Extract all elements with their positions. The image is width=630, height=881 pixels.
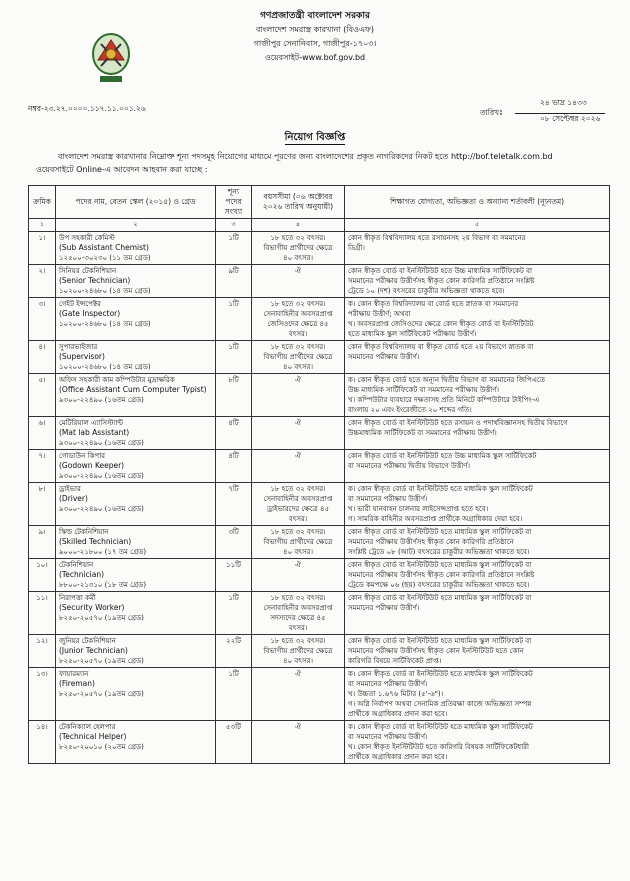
post-name-bangla: সিনিয়র টেকনিশিয়ান xyxy=(59,267,117,275)
pay-scale: ৯৩০০-২২৪৯০ (১৬তম গ্রেড) xyxy=(59,472,144,480)
qualification-line: সমমানের পরীক্ষায় উত্তীর্ণ। xyxy=(348,604,420,612)
age-line: সেনাবাহিনীর অবসরপ্রাপ্ত xyxy=(263,310,333,318)
qualification-line: কোন স্বীকৃত বিশ্ববিদ্যালয় বা স্বীকৃত বোর্ড হতে ২য় বিভাগে স্নাতক বা xyxy=(348,343,534,351)
row-post xyxy=(56,298,216,341)
age-line: ৪০ বৎসর। xyxy=(283,363,313,371)
date-bangla: ২৪ ভাদ্র ১৪৩৩ xyxy=(540,98,587,107)
row-qualification xyxy=(345,232,610,265)
age-line: ঐ xyxy=(295,561,301,569)
row-qualification xyxy=(345,526,610,559)
age-line: বৎসর। xyxy=(288,515,308,523)
org-name: বাংলাদেশ সমরাস্ত্র কারখানা (বিওএফ) xyxy=(255,25,375,34)
page-title xyxy=(0,130,630,147)
qualification-line: ক। কোন স্বীকৃত বোর্ড বা ইনস্টিটিউট হতে মাধ্যমিক স্কুল সার্টিফিকেট xyxy=(348,670,533,678)
pay-scale: ১২৫০০-৩০২৩০ (১১ তম গ্রেড) xyxy=(59,254,151,262)
row-post xyxy=(56,526,216,559)
row-vacancy: ১টি xyxy=(216,298,252,341)
qualification-line: গ। সামরিক বাহিনীর অবসরপ্রাপ্ত প্রার্থীকে অগ্রাধিকার দেয়া হবে। xyxy=(348,515,523,523)
pay-scale: ৮২৫০-২০৫৭০ (১৯তম গ্রেড) xyxy=(59,690,144,698)
age-line: ঐ xyxy=(295,723,301,731)
table-row xyxy=(29,635,610,668)
age-line: ১৮ হতে ৩২ বৎসর। xyxy=(270,594,326,602)
age-line: ঐ xyxy=(295,376,301,384)
table-row xyxy=(29,341,610,374)
row-serial: ১৪। xyxy=(29,721,56,764)
date-english: ০৮ সেপ্টেম্বর ২০২৬ xyxy=(540,114,601,123)
pay-scale: ১০২০০-২৪৬৮০ (১৪ তম গ্রেড) xyxy=(59,320,151,328)
qualification-line: উচ্চমাধ্যমিক সার্টিফিকেট বা সমমানের পরীক্ষায় উত্তীর্ণ। xyxy=(348,429,497,437)
age-line: সদস্যদের ক্ষেত্রে ৪৫ xyxy=(270,614,326,622)
table-header-row xyxy=(29,186,610,219)
row-post xyxy=(56,559,216,592)
qualification-line: কোন স্বীকৃত বোর্ড বা ইনস্টিটিউট হতে রসায়ন ও পদার্থবিজ্ঞানসহ দ্বিতীয় বিভাগে xyxy=(348,419,568,427)
org-address: গাজীপুর সেনানিবাস, গাজীপুর-১৭০৩। xyxy=(253,39,377,48)
row-vacancy: ১টি xyxy=(216,341,252,374)
qualification-line: কোন স্বীকৃত বোর্ড বা ইনস্টিটিউট হতে মাধ্যমিক স্কুল সার্টিফিকেট বা xyxy=(348,528,532,536)
column-index-row xyxy=(29,219,610,232)
row-qualification xyxy=(345,450,610,483)
row-post xyxy=(56,668,216,721)
row-post xyxy=(56,265,216,298)
age-line: ৪০ বৎসর। xyxy=(283,254,313,262)
row-vacancy: ৮টি xyxy=(216,374,252,417)
row-post xyxy=(56,232,216,265)
qualification-line: কোন স্বীকৃত বিশ্ববিদ্যালয় হতে রসায়নসহ ২য় বিভাগ বা সমমানের xyxy=(348,234,526,242)
memo-number: নম্বর-২৩.২৭.০০০০.১১৭.১১.০০১.২৬ xyxy=(28,104,146,113)
post-name-bangla: অফিস সহকারী কাম কম্পিউটার মুদ্রাক্ষরিক xyxy=(59,376,175,384)
column-index: ৫ xyxy=(345,219,610,232)
qualification-line: সমমানের পরীক্ষায় উত্তীর্ণ। xyxy=(348,353,420,361)
qualification-line: সমমানের পরীক্ষায় উত্তীর্ণসহ স্বীকৃত কোন ইনস্টিটিউট হতে কোন xyxy=(348,647,524,655)
post-name-english: (Office Assistant Cum Computer Typist) xyxy=(59,385,207,394)
row-age-limit xyxy=(252,341,345,374)
qualification-line: সমমানের পরীক্ষায় উত্তীর্ণসহ স্বীকৃত কোন কারিগরি প্রতিষ্ঠানে সংশ্লিষ্ট xyxy=(348,571,535,579)
age-line: বিভাগীয় প্রার্থীদের ক্ষেত্রে xyxy=(263,538,333,546)
row-vacancy: ৯টি xyxy=(216,265,252,298)
age-line: ১৮ হতে ৩২ বৎসর। xyxy=(270,234,326,242)
post-name-english: (Supervisor) xyxy=(59,352,105,361)
post-name-english: (Technician) xyxy=(59,570,105,579)
qualification-line: গ। অগ্নি নির্বাপণ অথবা সেনামিক প্রতিরক্ষা কাজে অভিজ্ঞতা সম্পন্ন xyxy=(348,700,532,708)
date-divider xyxy=(515,113,605,114)
qualification-line: হতে মাধ্যমিক স্কুল সার্টিফিকেট পরীক্ষায় উত্তীর্ণ। xyxy=(348,330,477,338)
row-age-limit xyxy=(252,232,345,265)
qualification-line: কারিগরি বিষয়ে সার্টিফিকেট প্রাপ্ত। xyxy=(348,657,442,665)
age-line: ঐ xyxy=(295,419,301,427)
qualification-line: ট্রেডে কমপক্ষে ০৬ (ছয়) বৎসরের চাকুরীর অভিজ্ঞতা থাকতে হবে। xyxy=(348,581,530,589)
table-row xyxy=(29,232,610,265)
table-row xyxy=(29,374,610,417)
age-line: ১৮ হতে ৩২ বৎসর। xyxy=(270,343,326,351)
row-vacancy: ২২টি xyxy=(216,635,252,668)
qualification-line: ক। কোন স্বীকৃত বোর্ড হতে অন্যূন দ্বিতীয় বিভাগ বা সমমানের জিপিএতে xyxy=(348,376,545,384)
age-line: ১৮ হতে ৩২ বৎসর। xyxy=(270,300,326,308)
age-line: ১৮ হতে ৩২ বৎসর। xyxy=(270,485,326,493)
row-post xyxy=(56,450,216,483)
table-row xyxy=(29,417,610,450)
row-vacancy: ১টি xyxy=(216,232,252,265)
pay-scale: ৯৩০০-২২৪৯০ (১৬তম গ্রেড) xyxy=(59,439,144,447)
qualification-line: ক। কোন স্বীকৃত বিশ্ববিদ্যালয় বা বোর্ড হতে স্নাতক বা সমমানের xyxy=(348,300,519,308)
qualification-line: ট্রেডে ১০ (দশ) বৎসরের চাকুরীর অভিজ্ঞতা থাকতে হবে। xyxy=(348,287,505,295)
qualification-line: প্রার্থীকে অগ্রাধিকার প্রদান করা হবে। xyxy=(348,710,448,718)
row-serial: ১১। xyxy=(29,592,56,635)
post-name-english: (Technical Helper) xyxy=(59,732,127,741)
post-name-bangla: ড্রাইভার xyxy=(59,485,81,493)
age-line: ঐ xyxy=(295,267,301,275)
qualification-line: সমমানের পরীক্ষায় উত্তীর্ণসহ স্বীকৃত কোন কারিগরি প্রতিষ্ঠানে সংশ্লিষ্ট xyxy=(348,277,535,285)
row-age-limit xyxy=(252,592,345,635)
table-row xyxy=(29,450,610,483)
row-qualification xyxy=(345,298,610,341)
row-post xyxy=(56,592,216,635)
qualification-line: ডিগ্রী। xyxy=(348,244,365,252)
row-vacancy: ৫৩টি xyxy=(216,721,252,764)
row-age-limit xyxy=(252,668,345,721)
age-line: বিভাগীয় প্রার্থীদের ক্ষেত্রে xyxy=(263,244,333,252)
row-age-limit xyxy=(252,483,345,526)
post-name-bangla: টেকনিশিয়ান xyxy=(59,561,94,569)
row-qualification xyxy=(345,635,610,668)
post-name-bangla: গেইট ইন্সপেক্টর xyxy=(59,300,101,308)
row-serial: ১২। xyxy=(29,635,56,668)
qualification-line: প্রার্থীকে অগ্রাধিকার প্রদান করা হবে। xyxy=(348,753,448,761)
govt-title: গণপ্রজাতন্ত্রী বাংলাদেশ সরকার xyxy=(260,11,370,21)
qualification-line: কোন স্বীকৃত বোর্ড বা ইনস্টিটিউট হতে উচ্চ মাধ্যমিক স্কুল সার্টিফিকেট xyxy=(348,452,537,460)
qualification-line: খ। অবসরপ্রাপ্ত জেসিওদের ক্ষেত্রে কোন স্বীকৃত বোর্ড বা ইনস্টিটিউট xyxy=(348,320,534,328)
row-qualification xyxy=(345,265,610,298)
age-line: ড্রাইভারদের ক্ষেত্রে ৪৫ xyxy=(266,505,330,513)
row-serial: ৩। xyxy=(29,298,56,341)
post-name-bangla: সুপারভাইজার xyxy=(59,343,98,351)
row-vacancy: ৩টি xyxy=(216,526,252,559)
intro-paragraph xyxy=(36,150,606,176)
post-name-english: (Sub Assistant Chemist) xyxy=(59,243,149,252)
pay-scale: ৮৮০০-২১৩১০ (১৮ তম গ্রেড) xyxy=(59,581,147,589)
qualification-line: ক। কোন স্বীকৃত বোর্ড বা ইনস্টিটিউট হতে মাধ্যমিক স্কুল সার্টিফিকেট xyxy=(348,723,533,731)
post-name-english: (Senior Technician) xyxy=(59,276,131,285)
header-vacancy: শূন্য পদের সংখ্যা xyxy=(216,186,252,219)
row-qualification xyxy=(345,668,610,721)
column-index: ৪ xyxy=(252,219,345,232)
row-post xyxy=(56,483,216,526)
table-row xyxy=(29,721,610,764)
row-vacancy: ৭টি xyxy=(216,483,252,526)
row-post xyxy=(56,341,216,374)
pay-scale: ৮২৫০-২০৫৭০ (১৯তম গ্রেড) xyxy=(59,614,144,622)
pay-scale: ৮২৫০-২০০১০ (২০তম গ্রেড) xyxy=(59,743,144,751)
qualification-line: কোন স্বীকৃত বোর্ড বা ইনস্টিটিউট হতে মাধ্যমিক স্কুল সার্টিফিকেট বা xyxy=(348,594,532,602)
row-qualification xyxy=(345,483,610,526)
table-row xyxy=(29,559,610,592)
post-name-english: (Mat lab Assistant) xyxy=(59,428,130,437)
age-line: জেসিওদের ক্ষেত্রে ৪৫ xyxy=(267,320,329,328)
post-name-english: (Godown Keeper) xyxy=(59,461,125,470)
row-qualification xyxy=(345,417,610,450)
table-row xyxy=(29,265,610,298)
row-qualification xyxy=(345,374,610,417)
qualification-line: ক। কোন স্বীকৃত বোর্ড বা ইনস্টিটিউট হতে মাধ্যমিক স্কুল সার্টিফিকেট xyxy=(348,485,533,493)
post-name-bangla: ফায়ারম্যান xyxy=(59,670,89,678)
row-vacancy: ১টি xyxy=(216,668,252,721)
age-line: সেনাবাহিনীর অবসরপ্রাপ্ত xyxy=(263,495,333,503)
row-post xyxy=(56,721,216,764)
org-website: ওয়েবসাইট-www.bof.gov.bd xyxy=(264,53,366,62)
row-vacancy: ৪টি xyxy=(216,450,252,483)
header-serial: ক্রমিক xyxy=(29,186,56,219)
post-name-bangla: নিরাপত্তা কর্মী xyxy=(59,594,96,602)
row-serial: ৬। xyxy=(29,417,56,450)
pay-scale: ১০২০০-২৪৬৮০ (১৪ তম গ্রেড) xyxy=(59,363,151,371)
post-name-english: (Junior Technician) xyxy=(59,646,128,655)
qualification-line: উচ্চ মাধ্যমিক সার্টিফিকেট বা সমমানের পরীক্ষায় উত্তীর্ণ। xyxy=(348,386,500,394)
row-age-limit xyxy=(252,559,345,592)
row-post xyxy=(56,374,216,417)
row-serial: ২। xyxy=(29,265,56,298)
table-row xyxy=(29,592,610,635)
qualification-line: খ। ভারী যানবাহন চালনার লাইসেন্সপ্রাপ্ত হতে হবে। xyxy=(348,505,489,513)
header-age: বয়সসীমা (০৬ অক্টোবর ২০২৬ তারিখ অনুযায়ী) xyxy=(252,186,345,219)
row-qualification xyxy=(345,559,610,592)
vacancy-table xyxy=(28,185,610,764)
qualification-line: কোন স্বীকৃত বোর্ড বা ইনস্টিটিউট হতে মাধ্যমিক স্কুল সার্টিফিকেট বা xyxy=(348,637,532,645)
qualification-line: খ। উচ্চতা ১.৬৭৬ মিটার (৫'-৬")। xyxy=(348,690,444,698)
table-body xyxy=(29,232,610,764)
row-serial: ৯। xyxy=(29,526,56,559)
post-name-bangla: গোডাউন কিপার xyxy=(59,452,106,460)
post-name-bangla: স্কিল্ড টেকনিশিয়ান xyxy=(59,528,109,536)
age-line: বৎসর। xyxy=(288,624,308,632)
header-qualification: শিক্ষাগত যোগ্যতা, অভিজ্ঞতা ও অন্যান্য শর্তাবলী (ন্যূনতম) xyxy=(345,186,610,219)
row-age-limit xyxy=(252,635,345,668)
row-serial: ৫। xyxy=(29,374,56,417)
row-serial: ৮। xyxy=(29,483,56,526)
age-line: ১৮ হতে ৩২ বৎসর। xyxy=(270,528,326,536)
post-name-english: (Gate Inspector) xyxy=(59,309,121,318)
row-age-limit xyxy=(252,417,345,450)
post-name-english: (Skilled Technician) xyxy=(59,537,132,546)
age-line: ৪০ বৎসর। xyxy=(283,657,313,665)
age-line: ১৮ হতে ৩২ বৎসর। xyxy=(270,637,326,645)
pay-scale: ৮২৫০-২০৫৭০ (১৯তম গ্রেড) xyxy=(59,657,144,665)
qualification-line: বাংলায় ২০ এবং ইংরেজীতে ২০ শব্দের গতি। xyxy=(348,406,472,414)
qualification-line: সমমানের পরীক্ষায় উত্তীর্ণসহ স্বীকৃত কোন কারিগরি প্রতিষ্ঠানে xyxy=(348,538,514,546)
column-index: ৩ xyxy=(216,219,252,232)
row-vacancy: ৪টি xyxy=(216,417,252,450)
pay-scale: ১০২০০-২৪৬৮০ (১৪ তম গ্রেড) xyxy=(59,287,151,295)
row-qualification xyxy=(345,341,610,374)
age-line: বিভাগীয় প্রার্থীদের ক্ষেত্রে xyxy=(263,353,333,361)
column-index: ২ xyxy=(56,219,216,232)
age-line: ৪০ বৎসর। xyxy=(283,548,313,556)
qualification-line: কোন স্বীকৃত বোর্ড বা ইনস্টিটিউট হতে মাধ্যমিক স্কুল সার্টিফিকেট বা xyxy=(348,561,532,569)
row-age-limit xyxy=(252,450,345,483)
post-name-english: (Fireman) xyxy=(59,679,95,688)
row-age-limit xyxy=(252,298,345,341)
intro-line-2: ওয়েবসাইটে Online-এ আবেদন আহবান করা যাচ্ছে : xyxy=(36,165,208,174)
row-serial: ৭। xyxy=(29,450,56,483)
post-name-bangla: উপ সহকারী কেমিস্ট xyxy=(59,234,115,242)
header-post: পদের নাম, বেতন স্কেল (২০১৫) ও গ্রেড xyxy=(56,186,216,219)
row-age-limit xyxy=(252,265,345,298)
row-serial: ১৩। xyxy=(29,668,56,721)
age-line: ঐ xyxy=(295,452,301,460)
pay-scale: ৯৩০০-২২৪৯০ (১৬তম গ্রেড) xyxy=(59,505,144,513)
age-line: বিভাগীয় প্রার্থীদের ক্ষেত্রে xyxy=(263,647,333,655)
qualification-line: বা সমমানের পরীক্ষায় দ্বিতীয় বিভাগে উত্তীর্ণ। xyxy=(348,462,471,470)
table-row xyxy=(29,298,610,341)
age-line: সেনাবাহিনীর অবসরপ্রাপ্ত xyxy=(263,604,333,612)
table-row xyxy=(29,668,610,721)
date-label: তারিখঃ xyxy=(480,108,503,117)
row-age-limit xyxy=(252,374,345,417)
post-name-bangla: মেটিরিয়াল এ্যাসিস্ট্যান্ট xyxy=(59,419,123,427)
qualification-line: খ। কম্পিউটার ব্যবহারে দক্ষতাসহ প্রতি মিনিটে কম্পিউটারে টাইপিং-এ xyxy=(348,396,540,404)
qualification-line: বা সমমানের পরীক্ষায় উত্তীর্ণ। xyxy=(348,495,428,503)
qualification-line: সংশ্লিষ্ট ট্রেডে ০৮ (আট) বৎসরের চাকুরীর অভিজ্ঞতা থাকতে হবে। xyxy=(348,548,530,556)
row-serial: ১০। xyxy=(29,559,56,592)
row-serial: ১। xyxy=(29,232,56,265)
pay-scale: ৯৩০০-২২৪৯০ (১৬তম গ্রেড) xyxy=(59,396,144,404)
table-row xyxy=(29,526,610,559)
post-name-bangla: টেকনিক্যাল হেলপার xyxy=(59,723,116,731)
row-qualification xyxy=(345,592,610,635)
row-post xyxy=(56,635,216,668)
qualification-line: বা সমমানের পরীক্ষায় উত্তীর্ণ। xyxy=(348,733,428,741)
row-serial: ৪। xyxy=(29,341,56,374)
qualification-line: কোন স্বীকৃত বোর্ড বা ইনস্টিটিউট হতে উচ্চ মাধ্যমিক সার্টিফিকেট বা xyxy=(348,267,532,275)
row-vacancy: ১টি xyxy=(216,592,252,635)
title-text: নিয়োগ বিজ্ঞপ্তি xyxy=(284,132,346,143)
row-qualification xyxy=(345,721,610,764)
age-line: ঐ xyxy=(295,670,301,678)
intro-line-1: বাংলাদেশ সমরাস্ত্র কারখানার নিম্নোক্ত শূন্য পদসমূহ নিয়োগের মাধ্যমে পূরণের জন্য বাংলাদেশের প্রকৃত নাগরিকদের নিকট হতে http://bof.teletalk.com.bd xyxy=(58,152,553,161)
post-name-english: (Security Worker) xyxy=(59,603,125,612)
qualification-line: বা সমমানের পরীক্ষায় উত্তীর্ণ। xyxy=(348,680,428,688)
qualification-line: খ। কোন স্বীকৃত ইনস্টিটিউট হতে কারিগরি বিষয়ক সার্টিফিকেটধারী xyxy=(348,743,529,751)
column-index: ১ xyxy=(29,219,56,232)
pay-scale: ৯০০০-২১৮০০ (১৭ তম গ্রেড) xyxy=(59,548,147,556)
post-name-english: (Driver) xyxy=(59,494,88,503)
table-row xyxy=(29,483,610,526)
qualification-line: পরীক্ষায় উত্তীর্ণ; অথবা xyxy=(348,310,411,318)
post-name-bangla: জুনিয়র টেকনিশিয়ান xyxy=(59,637,116,645)
row-post xyxy=(56,417,216,450)
row-age-limit xyxy=(252,526,345,559)
row-vacancy: ১১টি xyxy=(216,559,252,592)
age-line: বৎসর। xyxy=(288,330,308,338)
row-age-limit xyxy=(252,721,345,764)
